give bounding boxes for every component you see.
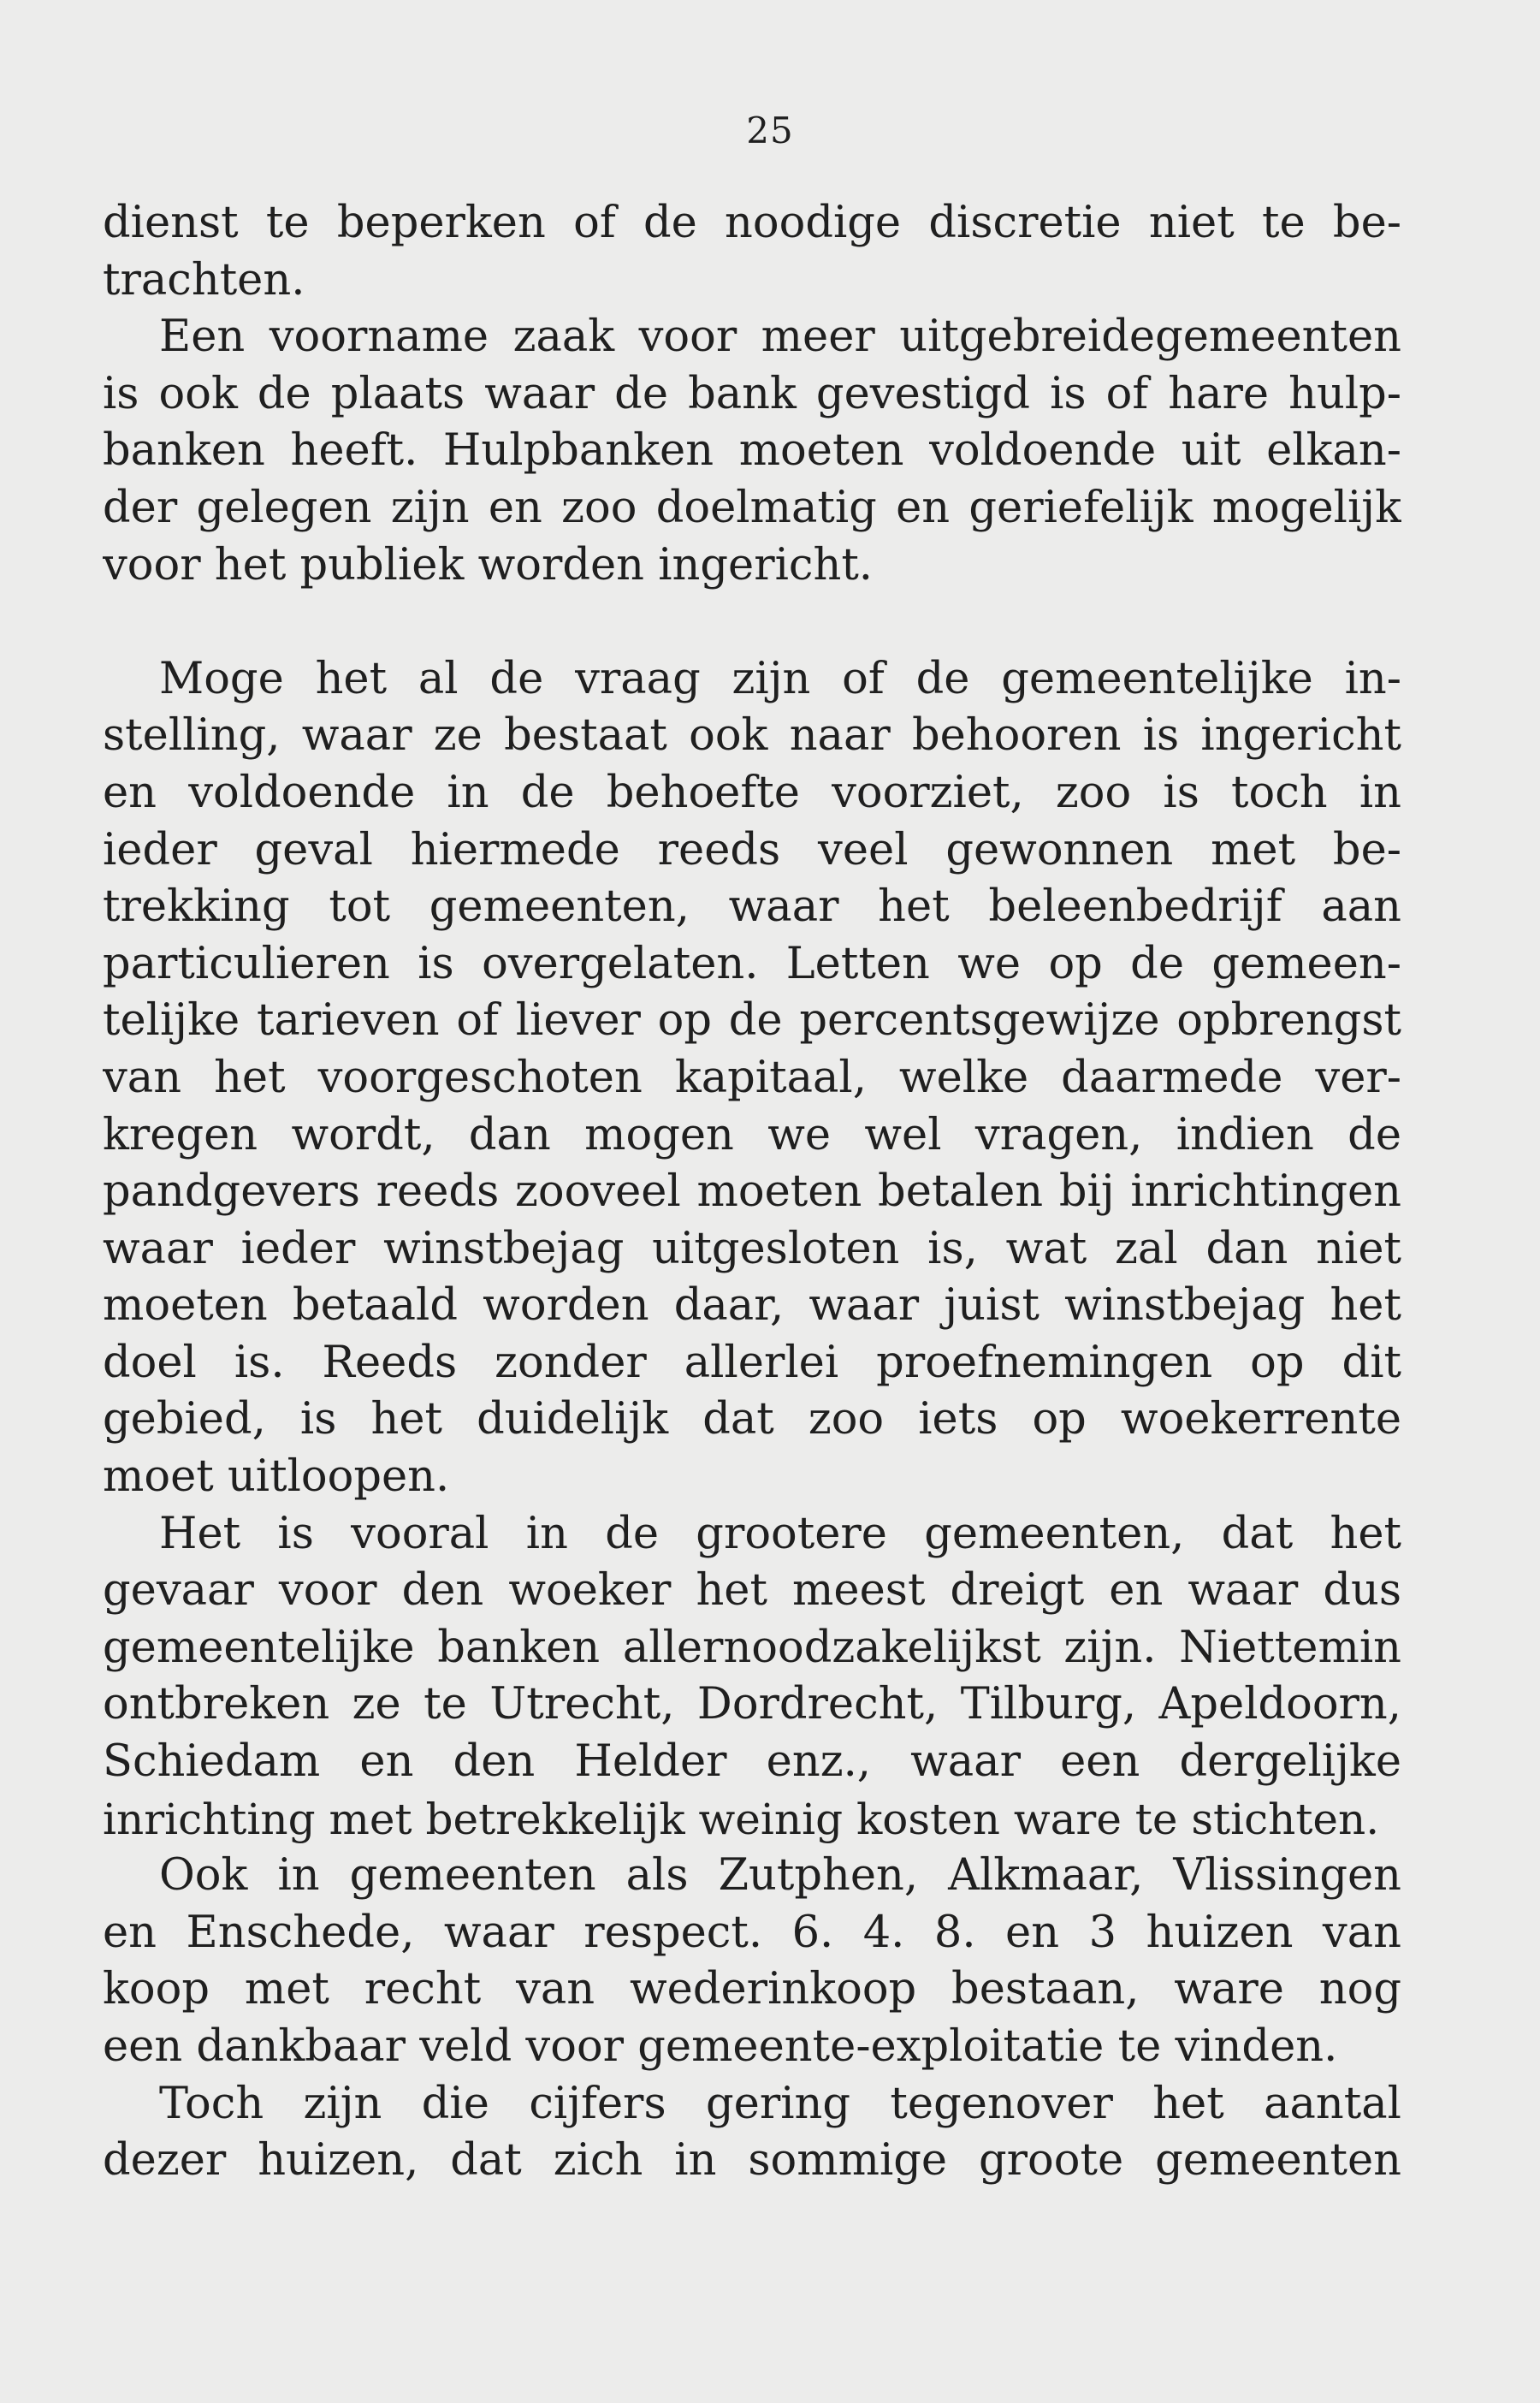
text-line: en Enschede, waar respect. 6. 4. 8. en 3 huizen van bbox=[103, 1907, 1401, 1958]
page-number: 25 bbox=[746, 110, 794, 151]
text-line: Ook in gemeenten als Zutphen, Alkmaar, Vlissingen bbox=[159, 1850, 1401, 1902]
paragraph bbox=[103, 651, 1401, 1506]
text-line: kregen wordt, dan mogen we wel vragen, indien de bbox=[103, 1109, 1401, 1160]
text-line: stelling, waar ze bestaat ook naar behooren is ingericht bbox=[103, 710, 1401, 762]
text-line: doel is. Reeds zonder allerlei proefnemingen op dit bbox=[103, 1337, 1401, 1388]
paragraph bbox=[103, 2076, 1401, 2190]
text-line: moet uitloopen. bbox=[103, 1451, 450, 1503]
text-line: gebied, is het duidelijk dat zoo iets op woekerrente bbox=[103, 1394, 1401, 1445]
text-line: ontbreken ze te Utrecht, Dordrecht, Tilburg, Apeldoorn, bbox=[103, 1679, 1401, 1730]
text-line: Een voorname zaak voor meer uitgebreidegemeenten bbox=[159, 312, 1401, 363]
body-text bbox=[103, 195, 1401, 2190]
text-line: pandgevers reeds zooveel moeten betalen bij inrichtingen bbox=[103, 1166, 1401, 1218]
text-line: van het voorgeschoten kapitaal, welke daarmede ver- bbox=[103, 1052, 1401, 1103]
text-line: inrichting met betrekkelijk weinig kosten ware te stichten. bbox=[103, 1794, 1380, 1844]
text-line: particulieren is overgelaten. Letten we op de gemeen- bbox=[103, 938, 1401, 989]
text-line: ieder geval hiermede reeds veel gewonnen met be- bbox=[103, 824, 1401, 875]
paragraph bbox=[103, 309, 1401, 594]
paragraph bbox=[103, 1848, 1401, 2075]
text-line: een dankbaar veld voor gemeente-exploitatie te vinden. bbox=[103, 2021, 1338, 2072]
paragraph bbox=[103, 1506, 1401, 1848]
text-line: dezer huizen, dat zich in sommige groote gemeenten bbox=[103, 2135, 1401, 2186]
text-line: telijke tarieven of liever op de percentsgewijze opbrengst bbox=[103, 995, 1401, 1047]
text-line: gemeentelijke banken allernoodzakelijkst zijn. Niettemin bbox=[103, 1622, 1401, 1673]
text-line: banken heeft. Hulpbanken moeten voldoende uit elkan- bbox=[103, 425, 1401, 477]
text-line: der gelegen zijn en zoo doelmatig en geriefelijk mogelijk bbox=[103, 482, 1401, 533]
text-line: en voldoende in de behoefte voorziet, zoo is toch in bbox=[103, 767, 1401, 818]
text-line: dienst te beperken of de noodige discretie niet te be- bbox=[103, 198, 1401, 248]
text-line: gevaar voor den woeker het meest dreigt en waar dus bbox=[103, 1565, 1401, 1617]
text-line: Moge het al de vraag zijn of de gemeentelijke in- bbox=[159, 653, 1401, 704]
text-line: moeten betaald worden daar, waar juist winstbejag het bbox=[103, 1280, 1401, 1332]
text-line: trachten. bbox=[103, 254, 305, 306]
text-line: trekking tot gemeenten, waar het beleenbedrijf aan bbox=[103, 881, 1401, 933]
text-line: Toch zijn die cijfers gering tegenover het aantal bbox=[159, 2078, 1401, 2129]
text-line: voor het publiek worden ingericht. bbox=[103, 539, 874, 590]
text-line: Schiedam en den Helder enz., waar een dergelijke bbox=[103, 1736, 1401, 1788]
text-line: waar ieder winstbejag uitgesloten is, wat zal dan niet bbox=[103, 1223, 1401, 1274]
paragraph bbox=[103, 195, 1401, 309]
paragraph-gap bbox=[103, 594, 1401, 651]
text-line: is ook de plaats waar de bank gevestigd is of hare hulp- bbox=[103, 368, 1401, 419]
text-line: Het is vooral in de grootere gemeenten, dat het bbox=[159, 1508, 1401, 1559]
text-line: koop met recht van wederinkoop bestaan, ware nog bbox=[103, 1964, 1401, 2015]
